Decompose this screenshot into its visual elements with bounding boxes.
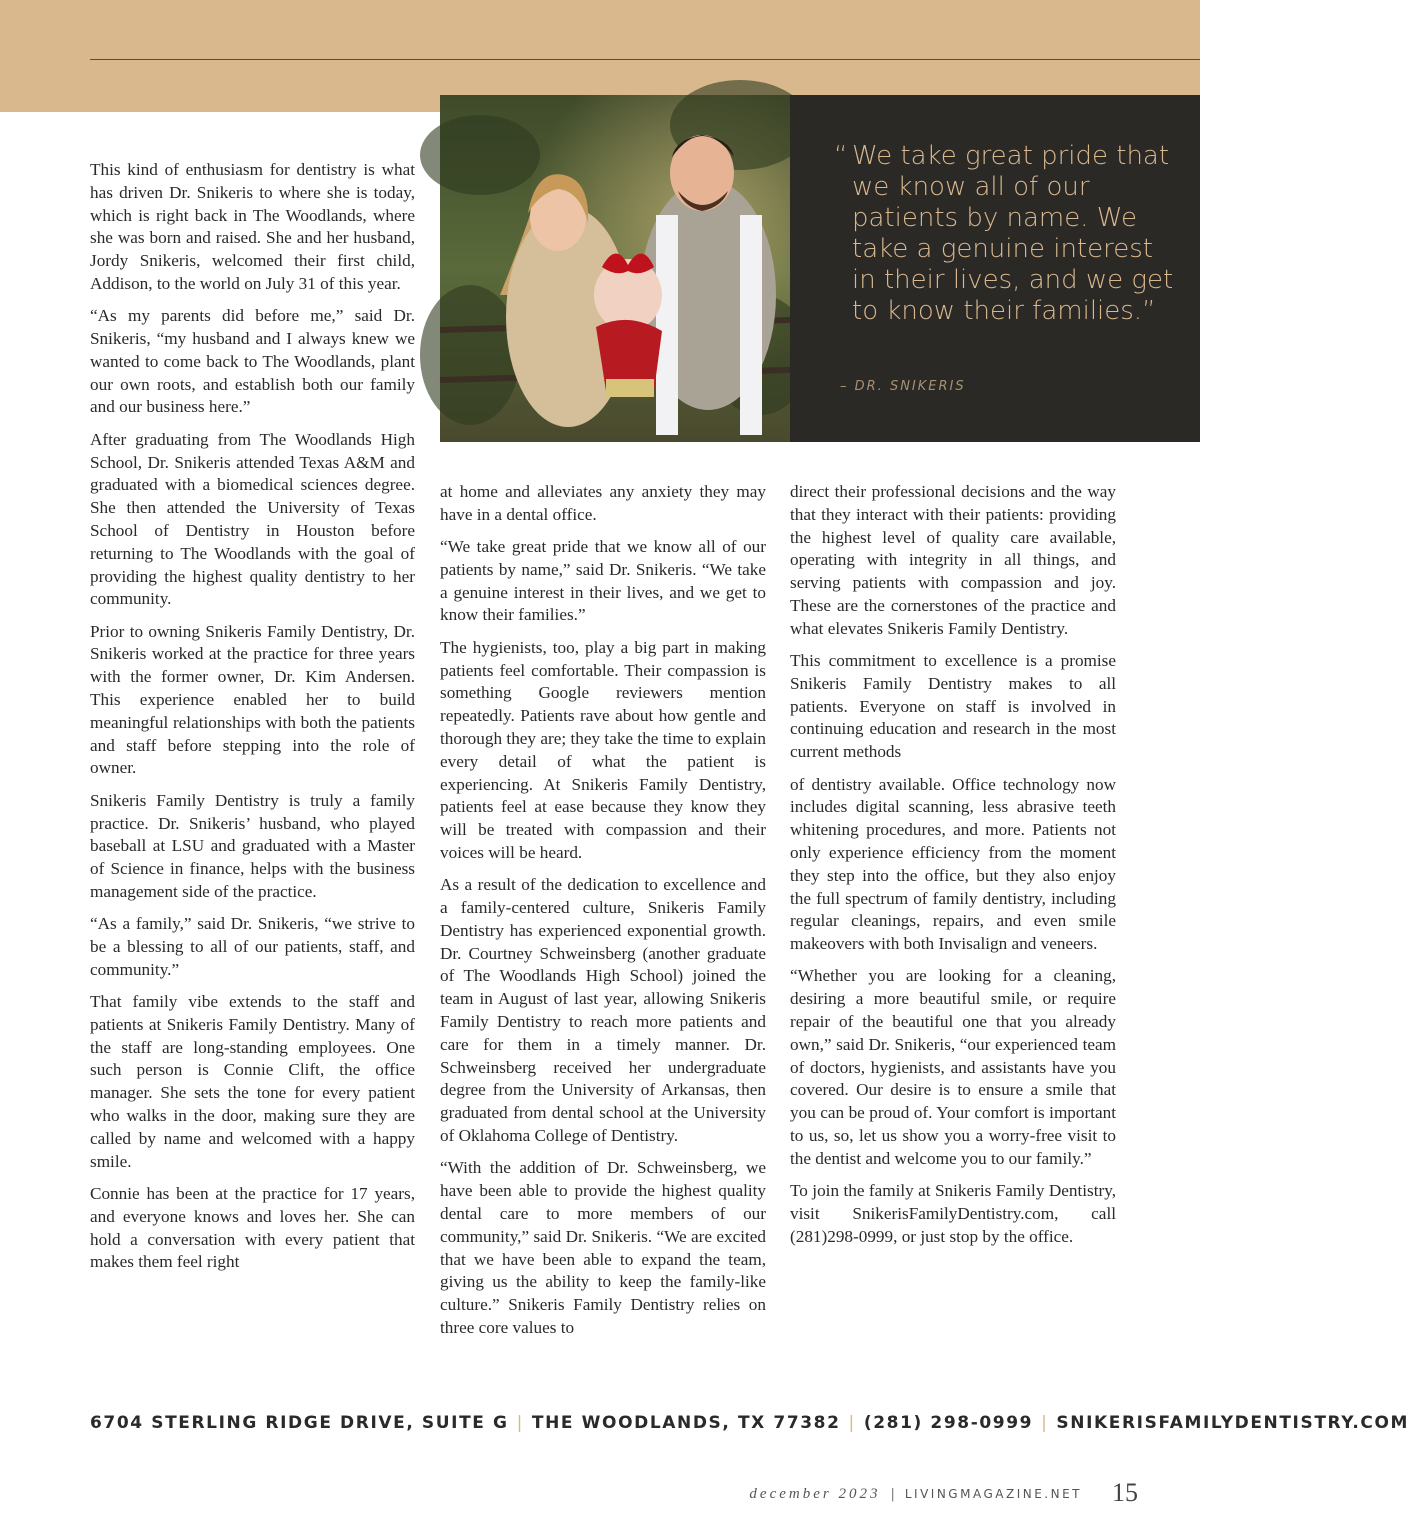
paragraph: The hygienists, too, play a big part in making patients feel comfortable. Their compassion is something Google reviewers mention repeatedly. Patients rave about how gentle and thorough they are; they take the time to explain every detail of what the patient is experiencing. At Snikeris Family Dentistry, patients feel at ease because they know they will be treated with compassion and their voices will be heard. <box>440 637 766 862</box>
paragraph: “As my parents did before me,” said Dr. Snikeris, “my husband and I always knew we wanted to come back to The Woodlands, plant our own roots, and establish both our family and our business here.” <box>90 306 415 417</box>
phone-number: (281) 298-0999 <box>863 1413 1034 1433</box>
page-folio <box>749 1478 1138 1508</box>
issue-date: december 2023 <box>749 1486 881 1502</box>
pull-quote <box>790 95 1200 442</box>
paragraph: “As a family,” said Dr. Snikeris, “we strive to be a blessing to all of our patients, staff, and community.” <box>90 914 415 979</box>
separator: | <box>848 1413 856 1433</box>
article-column-3 <box>790 481 1116 1258</box>
paragraph: Connie has been at the practice for 17 years, and everyone knows and loves her. She can hold a conversation with every patient that makes them feel right <box>90 1183 415 1272</box>
paragraph: Prior to owning Snikeris Family Dentistry, Dr. Snikeris worked at the practice for three years with the former owner, Dr. Kim Andersen. This experience enabled her to build meaningful relationships with both the patients and staff before stepping into the role of owner. <box>90 621 415 778</box>
pull-quote-attribution: – DR. SNIKERIS <box>840 379 966 394</box>
article-column-2 <box>440 481 766 1349</box>
family-photo <box>440 95 790 442</box>
folio-separator: | <box>890 1487 895 1502</box>
street-address: 6704 STERLING RIDGE DRIVE, SUITE G <box>90 1413 509 1433</box>
header-rule <box>90 59 1200 60</box>
paragraph: That family vibe extends to the staff and patients at Snikeris Family Dentistry. Many of the staff are long-standing employees. One such person is Connie Clift, the office manager. She sets the tone for every patient who walks in the door, making sure they are called by name and welcomed with a happy smile. <box>90 992 415 1171</box>
paragraph: direct their professional decisions and the way that they interact with their patients: providing the highest level of quality care available, operating with integrity in all things, and serving patients with compassion and joy. These are the cornerstones of the practice and what elevates Snikeris Family Dentistry. <box>790 482 1116 638</box>
city-state-zip: THE WOODLANDS, TX 77382 <box>531 1413 841 1433</box>
paragraph: As a result of the dedication to excellence and a family-centered culture, Snikeris Family Dentistry has experienced exponential growth. Dr. Courtney Schweinsberg (another graduate of The Woodlands High School) joined the team in August of last year, allowing Snikeris Family Dentistry to reach more patients and care for them in a timely manner. Dr. Schweinsberg received her undergraduate degree from the University of Arkansas, then graduated from dental school at the University of Oklahoma College of Dentistry. <box>440 875 766 1146</box>
paragraph: After graduating from The Woodlands High School, Dr. Snikeris attended Texas A&M and graduated with a biomedical sciences degree. She then attended the University of Texas School of Dentistry in Houston before returning to The Woodlands with the goal of providing the highest quality dentistry to her community. <box>90 429 415 609</box>
page-number: 15 <box>1112 1478 1138 1507</box>
paragraph: This commitment to excellence is a promise Snikeris Family Dentistry makes to all patients. Everyone on staff is involved in continuing education and research in the most current methods <box>790 651 1116 762</box>
website-link[interactable]: SNIKERISFAMILYDENTISTRY.COM <box>1056 1413 1409 1433</box>
paragraph: This kind of enthusiasm for dentistry is what has driven Dr. Snikeris to where she is today, which is right back in The Woodlands, where she was born and raised. She and her husband, Jordy Snikeris, welcomed their first child, Addison, to the world on July 31 of this year. <box>90 160 415 293</box>
article-column-1 <box>90 159 415 1284</box>
quote-mark-icon: “ <box>834 141 848 171</box>
paragraph: “We take great pride that we know all of our patients by name,” said Dr. Snikeris. “We take a genuine interest in their lives, and we get to know their families.” <box>440 537 766 625</box>
separator: | <box>1041 1413 1049 1433</box>
pull-quote-body: We take great pride that we know all of our patients by name. We take a genuine interest in their lives, and we get to know their families.” <box>852 141 1174 326</box>
paragraph: at home and alleviates any anxiety they may have in a dental office. <box>440 482 766 524</box>
paragraph: “With the addition of Dr. Schweinsberg, we have been able to provide the highest quality dental care to more members of our community,” said Dr. Snikeris. “We are excited that we have been able to expand the team, giving us the ability to keep the family-like culture.” Snikeris Family Dentistry relies on three core values to <box>440 1158 766 1337</box>
paragraph: To join the family at Snikeris Family Dentistry, visit SnikerisFamilyDentistry.com, call (281)298-0999, or just stop by the office. <box>790 1181 1116 1246</box>
paragraph: of dentistry available. Office technology now includes digital scanning, less abrasive teeth whitening procedures, and more. Patients not only experience efficiency from the moment they step into the office, but they also enjoy the full spectrum of family dentistry, including regular cleanings, repairs, and even smile makeovers with both Invisalign and veneers. <box>790 774 1116 954</box>
paragraph: Snikeris Family Dentistry is truly a family practice. Dr. Snikeris’ husband, who played baseball at LSU and graduated with a Master of Science in finance, helps with the business management side of the practice. <box>90 790 415 901</box>
paragraph: “Whether you are looking for a cleaning, desiring a more beautiful smile, or require repair of the beautiful one that you already own,” said Dr. Snikeris, “our experienced team of doctors, hygienists, and assistants have you covered. Our desire is to ensure a smile that you can be proud of. Your comfort is important to us, so, let us show you a worry-free visit to the dentist and welcome you to our family.” <box>790 966 1116 1168</box>
practice-contact-line <box>90 1413 1409 1433</box>
separator: | <box>516 1413 524 1433</box>
magazine-website[interactable]: LIVINGMAGAZINE.NET <box>904 1487 1082 1501</box>
pull-quote-text <box>834 141 1182 327</box>
